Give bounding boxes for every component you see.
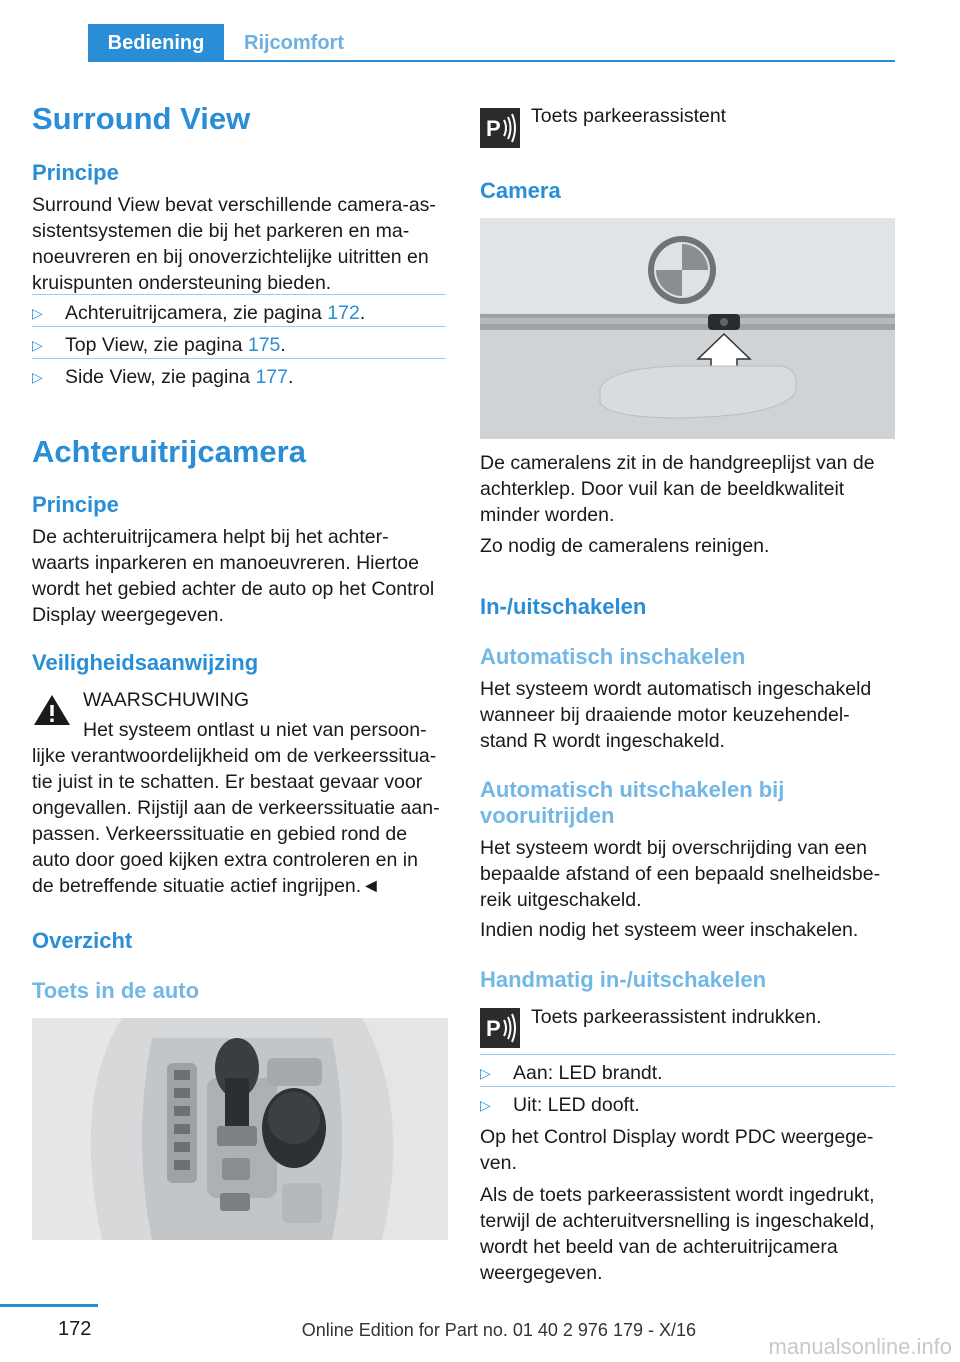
- page-number: 172: [58, 1318, 92, 1340]
- title-achteruitrijcamera: Achteruitrijcamera: [32, 434, 306, 469]
- rear-camera-image: [480, 218, 895, 439]
- text-line: Op het Control Display wordt PDC weergege-: [480, 1126, 874, 1148]
- text-line: Het systeem wordt bij overschrijding van een: [480, 837, 867, 859]
- page-link-177[interactable]: 177: [255, 366, 288, 388]
- text-line: minder worden.: [480, 504, 615, 526]
- heading-auto-uit-2: vooruitrijden: [480, 803, 615, 828]
- text-line: passen. Verkeerssituatie en gebied rond de: [32, 823, 408, 845]
- text-toets-indrukken: Toets parkeerassistent indrukken.: [531, 1006, 822, 1028]
- text-line: weergegeven.: [480, 1262, 603, 1284]
- text-line: ven.: [480, 1152, 517, 1174]
- heading-principe-1: Principe: [32, 160, 119, 185]
- header-rule: [224, 60, 895, 62]
- tab-bediening[interactable]: Bediening: [88, 24, 224, 62]
- separator: [480, 1086, 895, 1087]
- warning-label: WAARSCHUWING: [83, 689, 250, 711]
- heading-veiligheid: Veiligheidsaanwijzing: [32, 650, 259, 675]
- list-item-end: .: [280, 334, 286, 356]
- svg-text:P: P: [486, 116, 501, 141]
- text-line: achterklep. Door vuil kan de beeldkwaliteit: [480, 478, 845, 500]
- text-line: wordt het beeld van de achteruitrijcamera: [480, 1236, 838, 1258]
- center-console-image: [32, 1018, 448, 1240]
- heading-handmatig: Handmatig in-/uitschakelen: [480, 967, 767, 992]
- list-item-text: Aan: LED brandt.: [513, 1062, 663, 1084]
- text-line: Het systeem ontlast u niet van persoon-: [83, 719, 427, 741]
- text-line: wordt het gebied achter de auto op het Control: [32, 578, 435, 600]
- text-line: Als de toets parkeerassistent wordt ingedrukt,: [480, 1184, 875, 1206]
- separator: [32, 326, 446, 327]
- text-line: noeuvreren en bij onoverzichtelijke uitritten en: [32, 246, 429, 268]
- bullet-triangle-icon: ▷: [32, 305, 43, 321]
- heading-principe-2: Principe: [32, 492, 119, 517]
- text-line: De cameralens zit in de handgreeplijst van de: [480, 452, 875, 474]
- list-item-text: Uit: LED dooft.: [513, 1094, 640, 1116]
- text-line: waarts inparkeren en manoeuvreren. Hiertoe: [32, 552, 419, 574]
- separator: [480, 1054, 895, 1055]
- text-line: kruispunten ondersteuning bieden.: [32, 272, 332, 294]
- text-line: lijke verantwoordelijkheid om de verkeerssitua-: [32, 745, 437, 767]
- bullet-triangle-icon: ▷: [480, 1065, 491, 1081]
- list-item-end: .: [359, 302, 366, 324]
- watermark: manualsonline.info: [768, 1334, 952, 1359]
- edition-text: Online Edition for Part no. 01 40 2 976 179 - X/16: [301, 1320, 696, 1340]
- text-line: Het systeem wordt automatisch ingeschakeld: [480, 678, 872, 700]
- bullet-triangle-icon: ▷: [480, 1097, 491, 1113]
- list-item-text: Achteruitrijcamera, zie pagina: [65, 302, 328, 324]
- text-line: De achteruitrijcamera helpt bij het achter-: [32, 526, 389, 548]
- list-item-text: Side View, zie pagina: [65, 366, 256, 388]
- text-line: stand R wordt ingeschakeld.: [480, 730, 725, 752]
- heading-overzicht: Overzicht: [32, 928, 133, 953]
- separator: [32, 294, 446, 295]
- bullet-triangle-icon: ▷: [32, 369, 43, 385]
- text-line: auto door goed kijken extra controleren en in: [32, 849, 418, 871]
- text-indien-nodig: Indien nodig het systeem weer inschakelen.: [480, 919, 859, 941]
- text-line: wanneer bij draaiende motor keuzehendel-: [480, 704, 850, 726]
- tab-rijcomfort[interactable]: Rijcomfort: [244, 32, 344, 54]
- text-line: sistentsystemen die bij het parkeren en ma-: [32, 220, 410, 242]
- footer-rule: [0, 1304, 98, 1307]
- heading-auto-uit-1: Automatisch uitschakelen bij: [480, 777, 785, 802]
- title-surround-view: Surround View: [32, 101, 251, 136]
- separator: [32, 358, 446, 359]
- text-line: Display weergegeven.: [32, 604, 224, 626]
- heading-in-uitschakelen: In-/uitschakelen: [480, 594, 647, 619]
- text-line: bepaalde afstand of een bepaald snelheidsbe-: [480, 863, 881, 885]
- svg-text:P: P: [486, 1016, 501, 1041]
- parking-assistant-icon: [480, 108, 520, 148]
- page-link-175[interactable]: 175: [247, 334, 281, 356]
- text-line: terwijl de achteruitversnelling is ingeschakeld,: [480, 1210, 875, 1232]
- bullet-triangle-icon: ▷: [32, 337, 43, 353]
- text-line: reik uitgeschakeld.: [480, 889, 642, 911]
- parking-assistant-icon: [480, 1008, 520, 1048]
- text-camera-clean: Zo nodig de cameralens reinigen.: [480, 535, 770, 557]
- heading-automatisch-inschakelen: Automatisch inschakelen: [480, 644, 746, 669]
- text-line: Surround View bevat verschillende camera-as-: [32, 194, 436, 216]
- heading-toets-in-de-auto: Toets in de auto: [32, 978, 200, 1003]
- page-link-172[interactable]: 172: [327, 302, 360, 324]
- heading-camera: Camera: [480, 178, 561, 203]
- text-line: tie juist in te schatten. Er bestaat gevaar voor: [32, 771, 423, 793]
- text-line: de betreffende situatie actief ingrijpen.◄: [32, 875, 381, 897]
- list-item-end: .: [288, 366, 294, 388]
- list-item-text: Top View, zie pagina: [65, 334, 248, 356]
- warning-icon: [32, 692, 72, 728]
- text-line: ongevallen. Rijstijl aan de verkeerssituatie aan-: [32, 797, 440, 819]
- label-toets-parkeerassistent: Toets parkeerassistent: [531, 105, 727, 127]
